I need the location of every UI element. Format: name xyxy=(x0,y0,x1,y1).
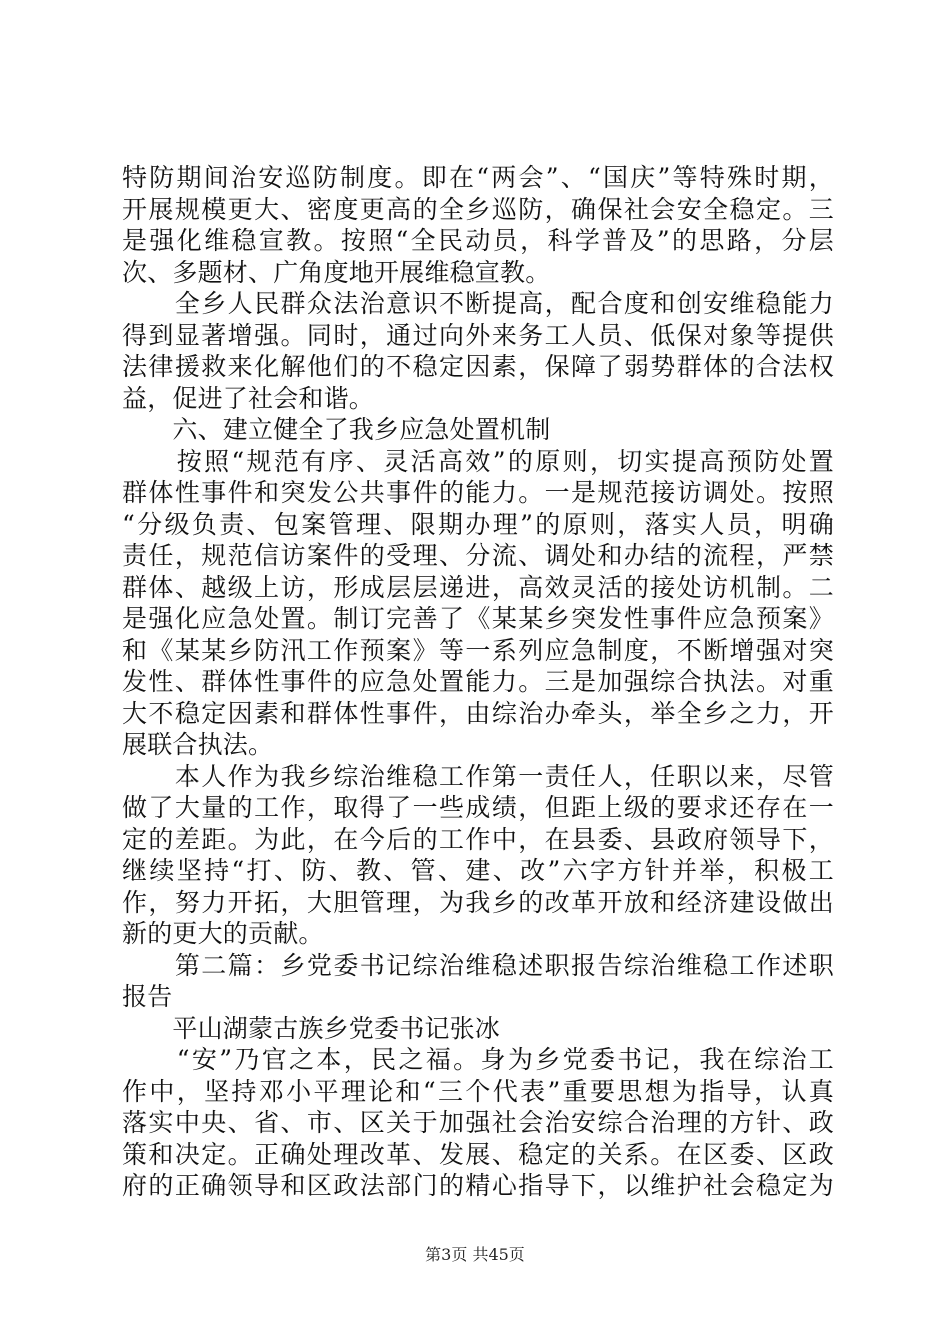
text-line: “分级负责、包案管理、限期办理”的原则，落实人员，明确 xyxy=(122,509,834,539)
text-line: 平山湖蒙古族乡党委书记张冰 xyxy=(122,1013,501,1043)
text-line: 按照“规范有序、灵活高效”的原则，切实提高预防处置 xyxy=(122,446,834,476)
text-line: 做了大量的工作，取得了一些成绩，但距上级的要求还存在一 xyxy=(122,793,834,822)
text-line: 六、建立健全了我乡应急处置机制 xyxy=(122,415,551,444)
text-line: 新的更大的贡献。 xyxy=(122,919,324,948)
text-line: 展联合执法。 xyxy=(122,730,274,759)
text-line: 第二篇：乡党委书记综治维稳述职报告综治维稳工作述职 xyxy=(122,950,834,980)
text-line: 责任，规范信访案件的受理、分流、调处和办结的流程，严禁 xyxy=(122,541,834,570)
text-line: 开展规模更大、密度更高的全乡巡防，确保社会安全稳定。三 xyxy=(122,194,834,224)
text-line: 特防期间治安巡防制度。即在“两会”、“国庆”等特殊时期， xyxy=(122,163,834,192)
body-text xyxy=(122,162,834,1202)
text-line: 益，促进了社会和谐。 xyxy=(122,383,375,413)
text-line: 报告 xyxy=(122,982,173,1011)
text-line: 作中，坚持邓小平理论和“三个代表”重要思想为指导，认真 xyxy=(122,1076,834,1106)
text-line: 作，努力开拓，大胆管理，为我乡的改革开放和经济建设做出 xyxy=(122,887,834,917)
text-line: 本人作为我乡综治维稳工作第一责任人，任职以来，尽管 xyxy=(122,761,834,791)
text-line: 继续坚持“打、防、教、管、建、改”六字方针并举，积极工 xyxy=(122,856,834,885)
text-line: 是强化维稳宣教。按照“全民动员，科学普及”的思路，分层 xyxy=(122,226,834,255)
text-line: “安”乃官之本，民之福。身为乡党委书记，我在综治工 xyxy=(122,1045,834,1074)
page-footer: 第3页 共45页 xyxy=(425,1245,525,1264)
text-line: 策和决定。正确处理改革、发展、稳定的关系。在区委、区政 xyxy=(122,1139,834,1169)
text-line: 次、多题材、广角度地开展维稳宣教。 xyxy=(122,257,551,287)
text-line: 群体性事件和突发公共事件的能力。一是规范接访调处。按照 xyxy=(122,478,834,507)
text-line: 府的正确领导和区政法部门的精心指导下，以维护社会稳定为 xyxy=(122,1171,834,1200)
text-line: 法律援救来化解他们的不稳定因素，保障了弱势群体的合法权 xyxy=(122,352,834,381)
text-line: 大不稳定因素和群体性事件，由综治办牵头，举全乡之力，开 xyxy=(122,698,834,728)
text-line: 和《某某乡防汛工作预案》等一系列应急制度，不断增强对突 xyxy=(122,635,834,665)
text-line: 全乡人民群众法治意识不断提高，配合度和创安维稳能力 xyxy=(122,289,834,318)
text-line: 得到显著增强。同时，通过向外来务工人员、低保对象等提供 xyxy=(122,320,834,350)
text-line: 定的差距。为此，在今后的工作中，在县委、县政府领导下， xyxy=(122,824,834,854)
text-line: 群体、越级上访，形成层层递进，高效灵活的接处访机制。二 xyxy=(122,572,834,602)
text-line: 是强化应急处置。制订完善了《某某乡突发性事件应急预案》 xyxy=(122,604,834,633)
text-line: 发性、群体性事件的应急处置能力。三是加强综合执法。对重 xyxy=(122,667,834,696)
text-line: 落实中央、省、市、区关于加强社会治安综合治理的方针、政 xyxy=(122,1108,834,1137)
